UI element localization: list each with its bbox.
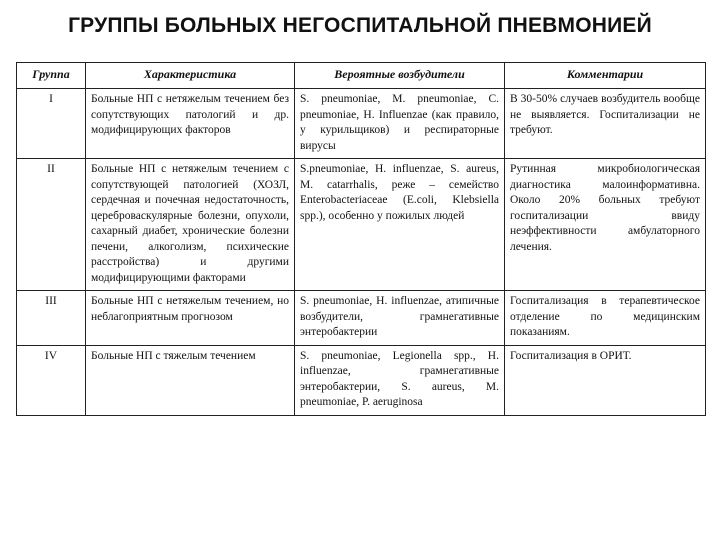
table-row (17, 159, 706, 291)
page-title: ГРУППЫ БОЛЬНЫХ НЕГОСПИТАЛЬНОЙ ПНЕВМОНИЕЙ (68, 14, 652, 37)
group-cell: I (17, 89, 86, 159)
header-pathogens: Вероятные возбудители (295, 63, 505, 89)
comment-cell: Рутинная микробиологическая диагностика малоинформативна. Около 20% больных требуют госпитализации ввиду неэффективности амбулаторного лечения. (505, 159, 706, 291)
table-row (17, 345, 706, 415)
comment-cell: В 30-50% случаев возбудитель вообще не выявляется. Госпитализации не требуют. (505, 89, 706, 159)
comment-cell: Госпитализация в терапевтическое отделение по медицинским показаниям. (505, 291, 706, 346)
pathogens-cell: S. pneumoniae, M. pneumoniae, C. pneumoniae, H. Influenzae (как правило, у курильщиков) и респираторные вирусы (295, 89, 505, 159)
characteristic-cell: Больные НП с нетяжелым течением без сопутствующих патологий и др. модифицирующих факторов (86, 89, 295, 159)
header-comments: Комментарии (505, 63, 706, 89)
group-cell: II (17, 159, 86, 291)
characteristic-cell: Больные НП с нетяжелым течением с сопутствующей патологией (ХОЗЛ, сердечная и почечная недостаточность, цереброваскулярные болезни, опухоли, сахарный диабет, хронические болезни печени, алкоголизм, психические расстройства) и другими модифицирующими факторами (86, 159, 295, 291)
pathogens-cell: S. pneumoniae, H. influenzae, атипичные возбудители, грамнегативные энтеробактерии (295, 291, 505, 346)
header-characteristic: Характеристика (86, 63, 295, 89)
group-cell: IV (17, 345, 86, 415)
header-group: Группа (17, 63, 86, 89)
table-row (17, 291, 706, 346)
characteristic-cell: Больные НП с нетяжелым течением, но неблагоприятным прогнозом (86, 291, 295, 346)
table-header-row (17, 63, 706, 89)
characteristic-cell: Больные НП с тяжелым течением (86, 345, 295, 415)
group-cell: III (17, 291, 86, 346)
pathogens-cell: S. pneumoniae, Legionella spp., H. influenzae, грамнегативные энтеробактерии, S. aureus, M. pneumoniae, P. aeruginosa (295, 345, 505, 415)
table-row (17, 89, 706, 159)
comment-cell: Госпитализация в ОРИТ. (505, 345, 706, 415)
patient-groups-table (16, 62, 706, 416)
pathogens-cell: S.pneumoniae, H. influenzae, S. aureus, M. catarrhalis, реже – семейство Enterobacteriaceae (E.coli, Klebsiella spp.), особенно у пожилых людей (295, 159, 505, 291)
